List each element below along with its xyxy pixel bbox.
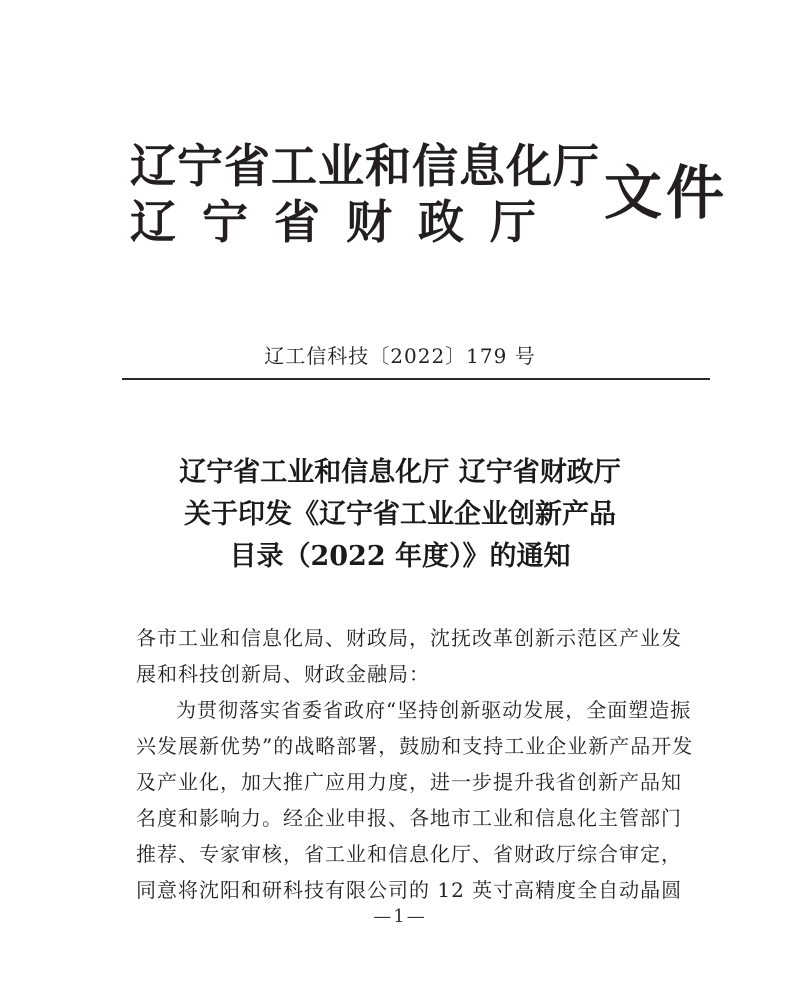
document-number: 辽工信科技〔2022〕179 号 <box>264 344 536 368</box>
body-paragraph-1: 为贯彻落实省委省政府“坚持创新驱动发展，全面塑造振兴发展新优势”的战略部署，鼓励和支持工业企业新产品开发及产业化，加大推广应用力度，进一步提升我省创新产品知名度和影响力。经企业申报、各地市工业和信息化主管部门推荐、专家审核，省工业和信息化厅、省财政厅综合审定，同意将沈阳和研科技有限公司的 12 英寸高精度全自动晶圆 <box>136 698 694 902</box>
page-number: —1— <box>373 906 427 927</box>
header-divider <box>122 378 710 380</box>
salutation: 各市工业和信息化局、财政局，沈抚改革创新示范区产业发展和科技创新局、财政金融局： <box>136 626 682 686</box>
title-line-1: 辽宁省工业和信息化厅 辽宁省财政厅 <box>179 457 621 488</box>
document-label: 文件 <box>604 159 729 227</box>
title-line-2: 关于印发《辽宁省工业企业创新产品 <box>184 499 616 530</box>
notice-body <box>136 620 696 908</box>
document-header <box>130 128 730 248</box>
issuing-org-2: 辽宁省财政厅 <box>130 195 562 249</box>
title-line-3: 目录（2022 年度）》的通知 <box>229 541 571 572</box>
issuing-org-1: 辽宁省工业和信息化厅 <box>130 139 600 193</box>
notice-title <box>100 452 700 578</box>
